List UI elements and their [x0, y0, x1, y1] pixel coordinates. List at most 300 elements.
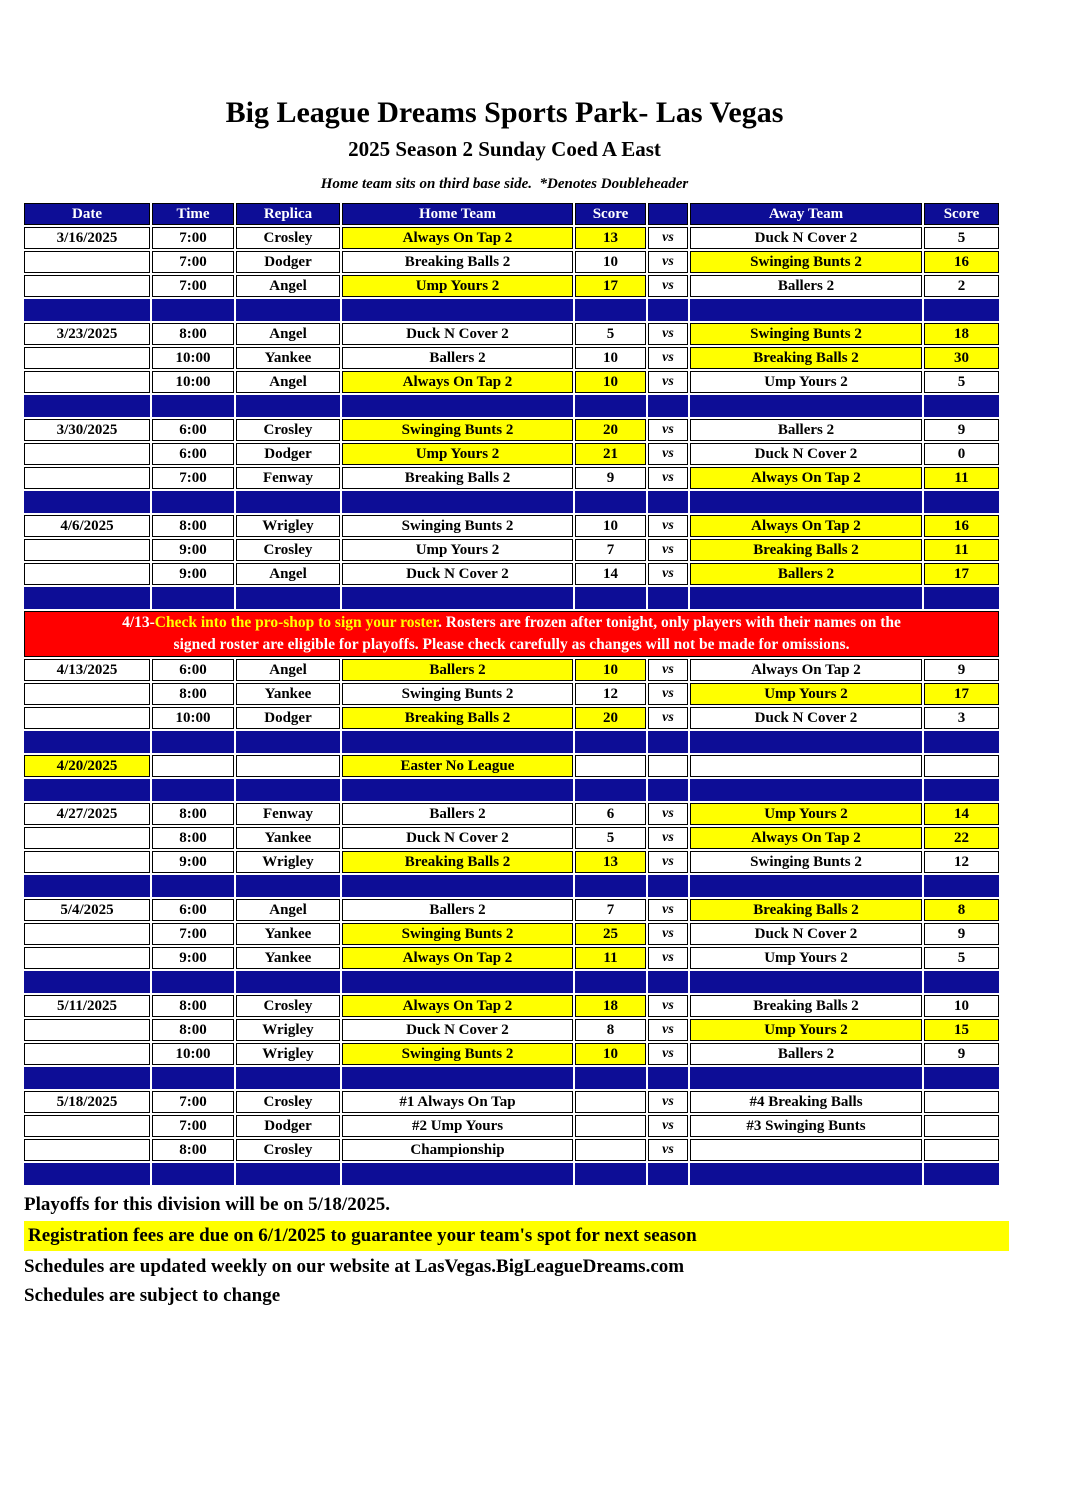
cell-date — [24, 1043, 150, 1065]
cell-time: 8:00 — [152, 1019, 234, 1041]
cell-date — [24, 1019, 150, 1041]
cell-time: 6:00 — [152, 659, 234, 681]
separator-cell — [236, 779, 340, 801]
cell-replica: Dodger — [236, 707, 340, 729]
cell-away-team: #4 Breaking Balls — [690, 1091, 922, 1113]
separator-cell — [342, 875, 573, 897]
cell-replica: Dodger — [236, 1115, 340, 1137]
cell-away-score: 8 — [924, 899, 999, 921]
cell-away-score: 17 — [924, 683, 999, 705]
cell-home-team: Breaking Balls 2 — [342, 251, 573, 273]
separator-cell — [690, 299, 922, 321]
game-row — [24, 275, 999, 297]
cell-replica: Yankee — [236, 947, 340, 969]
cell-time: 7:00 — [152, 227, 234, 249]
cell-away-team: Duck N Cover 2 — [690, 227, 922, 249]
cell-home-team: Always On Tap 2 — [342, 947, 573, 969]
cell-home-team: #2 Ump Yours — [342, 1115, 573, 1137]
separator-cell — [152, 875, 234, 897]
cell-away-score: 30 — [924, 347, 999, 369]
column-header-date: Date — [24, 203, 150, 225]
cell-vs: vs — [648, 515, 688, 537]
game-row — [24, 539, 999, 561]
cell-home-score: 6 — [575, 803, 646, 825]
cell-away-score: 9 — [924, 419, 999, 441]
separator-cell — [24, 1067, 150, 1089]
separator-cell — [24, 1163, 150, 1185]
separator-cell — [152, 1067, 234, 1089]
cell-home-team: Ballers 2 — [342, 899, 573, 921]
cell-vs: vs — [648, 995, 688, 1017]
cell-date — [24, 467, 150, 489]
cell-replica: Wrigley — [236, 851, 340, 873]
cell-away-score: 5 — [924, 947, 999, 969]
cell-replica: Angel — [236, 275, 340, 297]
cell-vs: vs — [648, 683, 688, 705]
cell-replica: Crosley — [236, 995, 340, 1017]
separator-row — [24, 971, 999, 993]
cell-away-team: Always On Tap 2 — [690, 467, 922, 489]
cell-away-score — [924, 1091, 999, 1113]
separator-cell — [24, 491, 150, 513]
cell-replica: Fenway — [236, 467, 340, 489]
cell-time: 9:00 — [152, 539, 234, 561]
column-header-replica: Replica — [236, 203, 340, 225]
cell-away-score: 17 — [924, 563, 999, 585]
cell-away-team — [690, 1139, 922, 1161]
banner-highlight-text: Check into the pro-shop to sign your roster — [154, 614, 438, 632]
cell-replica: Angel — [236, 899, 340, 921]
separator-cell — [575, 491, 646, 513]
separator-cell — [342, 779, 573, 801]
cell-away-score: 9 — [924, 659, 999, 681]
separator-cell — [575, 395, 646, 417]
cell-away-score: 5 — [924, 227, 999, 249]
cell-away-score: 2 — [924, 275, 999, 297]
cell-date: 3/23/2025 — [24, 323, 150, 345]
cell-home-team: Swinging Bunts 2 — [342, 419, 573, 441]
cell-time: 9:00 — [152, 563, 234, 585]
cell-home-score: 11 — [575, 947, 646, 969]
separator-cell — [342, 971, 573, 993]
cell-home-score: 10 — [575, 515, 646, 537]
separator-cell — [24, 731, 150, 753]
column-header-away: Away Team — [690, 203, 922, 225]
cell-home-team: Always On Tap 2 — [342, 995, 573, 1017]
game-row — [24, 707, 999, 729]
document-header — [24, 96, 985, 193]
special-row — [24, 755, 999, 777]
cell-away-team: Swinging Bunts 2 — [690, 251, 922, 273]
cell-replica: Wrigley — [236, 515, 340, 537]
separator-cell — [648, 491, 688, 513]
cell-date — [24, 251, 150, 273]
cell-home-team: Swinging Bunts 2 — [342, 515, 573, 537]
game-row — [24, 899, 999, 921]
separator-cell — [152, 587, 234, 609]
banner-prefix: 4/13- — [122, 614, 155, 632]
game-row — [24, 683, 999, 705]
separator-cell — [152, 1163, 234, 1185]
cell-vs: vs — [648, 347, 688, 369]
separator-cell — [575, 1163, 646, 1185]
game-row — [24, 251, 999, 273]
separator-row — [24, 491, 999, 513]
separator-cell — [648, 299, 688, 321]
cell-away-team: Breaking Balls 2 — [690, 995, 922, 1017]
cell-date — [24, 443, 150, 465]
separator-row — [24, 395, 999, 417]
separator-cell — [236, 491, 340, 513]
separator-cell — [342, 587, 573, 609]
cell-away-team — [690, 755, 922, 777]
footer-notes — [24, 1192, 1088, 1309]
separator-cell — [648, 779, 688, 801]
cell-away-score: 18 — [924, 323, 999, 345]
game-row — [24, 995, 999, 1017]
separator-cell — [690, 395, 922, 417]
game-row — [24, 371, 999, 393]
cell-date — [24, 539, 150, 561]
cell-replica: Crosley — [236, 539, 340, 561]
cell-home-score — [575, 1091, 646, 1113]
cell-time: 7:00 — [152, 251, 234, 273]
column-header-vs — [648, 203, 688, 225]
game-row — [24, 227, 999, 249]
cell-away-score: 11 — [924, 467, 999, 489]
cell-away-team: Ump Yours 2 — [690, 803, 922, 825]
cell-away-team: Always On Tap 2 — [690, 659, 922, 681]
cell-time: 10:00 — [152, 371, 234, 393]
cell-date: 5/11/2025 — [24, 995, 150, 1017]
separator-cell — [690, 875, 922, 897]
roster-banner — [24, 611, 999, 657]
separator-cell — [24, 875, 150, 897]
separator-cell — [342, 395, 573, 417]
cell-date — [24, 563, 150, 585]
cell-vs: vs — [648, 467, 688, 489]
cell-home-team: Championship — [342, 1139, 573, 1161]
cell-home-score: 12 — [575, 683, 646, 705]
cell-home-team: #1 Always On Tap — [342, 1091, 573, 1113]
cell-home-score — [575, 755, 646, 777]
game-row — [24, 923, 999, 945]
cell-date: 5/18/2025 — [24, 1091, 150, 1113]
cell-vs: vs — [648, 707, 688, 729]
game-row — [24, 947, 999, 969]
separator-row — [24, 299, 999, 321]
page-title: Big League Dreams Sports Park- Las Vegas — [225, 96, 784, 129]
cell-date — [24, 707, 150, 729]
cell-date: 4/20/2025 — [24, 755, 150, 777]
cell-date — [24, 1139, 150, 1161]
separator-cell — [24, 299, 150, 321]
cell-home-team: Always On Tap 2 — [342, 227, 573, 249]
cell-home-score: 10 — [575, 347, 646, 369]
game-row — [24, 1043, 999, 1065]
separator-cell — [690, 1067, 922, 1089]
cell-home-score: 5 — [575, 323, 646, 345]
separator-cell — [690, 587, 922, 609]
cell-away-team: Ump Yours 2 — [690, 371, 922, 393]
cell-date — [24, 923, 150, 945]
cell-away-team: Always On Tap 2 — [690, 515, 922, 537]
separator-cell — [236, 1163, 340, 1185]
cell-home-score: 18 — [575, 995, 646, 1017]
separator-cell — [152, 395, 234, 417]
separator-cell — [575, 971, 646, 993]
cell-home-score: 20 — [575, 707, 646, 729]
cell-away-score: 22 — [924, 827, 999, 849]
cell-replica: Yankee — [236, 923, 340, 945]
cell-home-score: 14 — [575, 563, 646, 585]
cell-date — [24, 1115, 150, 1137]
cell-away-score: 3 — [924, 707, 999, 729]
cell-home-score: 5 — [575, 827, 646, 849]
cell-away-score: 0 — [924, 443, 999, 465]
cell-away-score — [924, 1115, 999, 1137]
cell-date — [24, 371, 150, 393]
cell-home-score: 10 — [575, 659, 646, 681]
separator-cell — [152, 491, 234, 513]
home-team-note: Home team sits on third base side. *Denotes Doubleheader — [320, 176, 689, 192]
separator-cell — [24, 779, 150, 801]
cell-home-team: Swinging Bunts 2 — [342, 923, 573, 945]
cell-date — [24, 275, 150, 297]
cell-home-team: Breaking Balls 2 — [342, 467, 573, 489]
cell-away-team: Duck N Cover 2 — [690, 443, 922, 465]
cell-home-team: Breaking Balls 2 — [342, 851, 573, 873]
separator-cell — [924, 1067, 999, 1089]
separator-cell — [236, 299, 340, 321]
cell-home-team: Ump Yours 2 — [342, 443, 573, 465]
cell-home-score: 10 — [575, 251, 646, 273]
cell-away-team: Ballers 2 — [690, 563, 922, 585]
cell-time: 10:00 — [152, 707, 234, 729]
cell-time: 6:00 — [152, 443, 234, 465]
separator-row — [24, 1163, 999, 1185]
cell-home-team: Swinging Bunts 2 — [342, 1043, 573, 1065]
cell-vs: vs — [648, 923, 688, 945]
cell-home-team: Duck N Cover 2 — [342, 323, 573, 345]
cell-away-team: Swinging Bunts 2 — [690, 851, 922, 873]
cell-away-score: 11 — [924, 539, 999, 561]
cell-replica — [236, 755, 340, 777]
separator-cell — [690, 491, 922, 513]
game-row — [24, 467, 999, 489]
footer-line-0: Playoffs for this division will be on 5/18/2025. — [24, 1194, 390, 1215]
separator-row — [24, 1067, 999, 1089]
cell-time — [152, 755, 234, 777]
cell-time: 7:00 — [152, 1091, 234, 1113]
separator-row — [24, 731, 999, 753]
cell-date — [24, 851, 150, 873]
cell-home-score: 13 — [575, 227, 646, 249]
cell-replica: Yankee — [236, 827, 340, 849]
cell-time: 8:00 — [152, 827, 234, 849]
separator-cell — [648, 1067, 688, 1089]
cell-time: 7:00 — [152, 923, 234, 945]
separator-cell — [690, 731, 922, 753]
cell-time: 8:00 — [152, 515, 234, 537]
cell-replica: Crosley — [236, 227, 340, 249]
column-header-home: Home Team — [342, 203, 573, 225]
separator-cell — [648, 731, 688, 753]
cell-time: 6:00 — [152, 899, 234, 921]
column-header-home_score: Score — [575, 203, 646, 225]
separator-cell — [236, 587, 340, 609]
cell-away-team: Breaking Balls 2 — [690, 539, 922, 561]
separator-cell — [690, 971, 922, 993]
cell-vs: vs — [648, 659, 688, 681]
cell-vs: vs — [648, 947, 688, 969]
cell-vs: vs — [648, 1043, 688, 1065]
schedule-table-header — [24, 203, 999, 225]
cell-away-score: 9 — [924, 1043, 999, 1065]
cell-time: 7:00 — [152, 467, 234, 489]
cell-time: 6:00 — [152, 419, 234, 441]
separator-cell — [236, 395, 340, 417]
cell-away-team: Duck N Cover 2 — [690, 707, 922, 729]
separator-cell — [152, 299, 234, 321]
separator-cell — [342, 299, 573, 321]
column-header-time: Time — [152, 203, 234, 225]
footer-line-2: Schedules are updated weekly on our website at LasVegas.BigLeagueDreams.com — [24, 1256, 685, 1278]
cell-date — [24, 827, 150, 849]
cell-time: 8:00 — [152, 995, 234, 1017]
cell-date: 5/4/2025 — [24, 899, 150, 921]
cell-home-score: 8 — [575, 1019, 646, 1041]
separator-row — [24, 875, 999, 897]
cell-replica: Yankee — [236, 683, 340, 705]
cell-home-team: Easter No League — [342, 755, 573, 777]
separator-row — [24, 779, 999, 801]
cell-vs: vs — [648, 275, 688, 297]
cell-away-team: Always On Tap 2 — [690, 827, 922, 849]
cell-replica: Angel — [236, 659, 340, 681]
game-row — [24, 1091, 999, 1113]
cell-date: 4/13/2025 — [24, 659, 150, 681]
separator-cell — [152, 971, 234, 993]
schedule-table-body — [24, 227, 999, 1185]
cell-home-team: Duck N Cover 2 — [342, 1019, 573, 1041]
separator-cell — [236, 875, 340, 897]
page-subtitle: 2025 Season 2 Sunday Coed A East — [348, 137, 661, 161]
separator-cell — [924, 875, 999, 897]
separator-cell — [24, 587, 150, 609]
game-row — [24, 563, 999, 585]
cell-away-score: 14 — [924, 803, 999, 825]
cell-away-team: Ballers 2 — [690, 275, 922, 297]
separator-cell — [575, 779, 646, 801]
cell-vs: vs — [648, 1139, 688, 1161]
cell-time: 7:00 — [152, 275, 234, 297]
cell-home-team: Ump Yours 2 — [342, 539, 573, 561]
cell-vs: vs — [648, 323, 688, 345]
cell-home-score: 10 — [575, 371, 646, 393]
separator-cell — [924, 395, 999, 417]
separator-cell — [924, 731, 999, 753]
cell-vs — [648, 755, 688, 777]
separator-cell — [575, 1067, 646, 1089]
cell-vs: vs — [648, 899, 688, 921]
cell-away-score: 9 — [924, 923, 999, 945]
cell-home-team: Ballers 2 — [342, 803, 573, 825]
cell-replica: Crosley — [236, 419, 340, 441]
schedule-table — [22, 201, 1001, 1187]
footer-line-3: Schedules are subject to change — [24, 1284, 281, 1306]
game-row — [24, 659, 999, 681]
cell-vs: vs — [648, 251, 688, 273]
separator-cell — [648, 971, 688, 993]
cell-home-team: Ballers 2 — [342, 347, 573, 369]
cell-home-team: Ump Yours 2 — [342, 275, 573, 297]
cell-vs: vs — [648, 1091, 688, 1113]
game-row — [24, 419, 999, 441]
cell-vs: vs — [648, 443, 688, 465]
separator-cell — [342, 731, 573, 753]
separator-cell — [924, 299, 999, 321]
separator-cell — [648, 875, 688, 897]
cell-vs: vs — [648, 419, 688, 441]
cell-vs: vs — [648, 371, 688, 393]
cell-away-score — [924, 755, 999, 777]
cell-time: 10:00 — [152, 1043, 234, 1065]
banner-line2: signed roster are eligible for playoffs. Please check carefully as changes will not be made for omissions. — [173, 636, 850, 653]
cell-away-team: Ump Yours 2 — [690, 683, 922, 705]
cell-date: 3/16/2025 — [24, 227, 150, 249]
cell-away-team: #3 Swinging Bunts — [690, 1115, 922, 1137]
separator-cell — [236, 971, 340, 993]
cell-date: 4/6/2025 — [24, 515, 150, 537]
cell-away-team: Ballers 2 — [690, 1043, 922, 1065]
game-row — [24, 1019, 999, 1041]
cell-time: 8:00 — [152, 683, 234, 705]
cell-time: 10:00 — [152, 347, 234, 369]
separator-cell — [648, 395, 688, 417]
separator-cell — [575, 731, 646, 753]
separator-cell — [236, 731, 340, 753]
separator-cell — [24, 395, 150, 417]
cell-home-score — [575, 1139, 646, 1161]
cell-home-score: 9 — [575, 467, 646, 489]
cell-home-team: Swinging Bunts 2 — [342, 683, 573, 705]
separator-row — [24, 587, 999, 609]
game-row — [24, 851, 999, 873]
cell-home-score — [575, 1115, 646, 1137]
registration-fee-notice: Registration fees are due on 6/1/2025 to guarantee your team's spot for next season — [24, 1221, 1009, 1251]
cell-away-score: 12 — [924, 851, 999, 873]
separator-cell — [152, 731, 234, 753]
cell-replica: Fenway — [236, 803, 340, 825]
cell-home-score: 13 — [575, 851, 646, 873]
cell-away-team: Swinging Bunts 2 — [690, 323, 922, 345]
cell-time: 9:00 — [152, 851, 234, 873]
roster-banner-row — [24, 611, 999, 657]
game-row — [24, 347, 999, 369]
cell-time: 9:00 — [152, 947, 234, 969]
separator-cell — [648, 587, 688, 609]
cell-time: 8:00 — [152, 803, 234, 825]
game-row — [24, 443, 999, 465]
cell-replica: Angel — [236, 323, 340, 345]
cell-replica: Angel — [236, 563, 340, 585]
cell-away-score: 16 — [924, 515, 999, 537]
game-row — [24, 827, 999, 849]
cell-away-score: 16 — [924, 251, 999, 273]
cell-away-team: Ump Yours 2 — [690, 947, 922, 969]
separator-cell — [575, 587, 646, 609]
